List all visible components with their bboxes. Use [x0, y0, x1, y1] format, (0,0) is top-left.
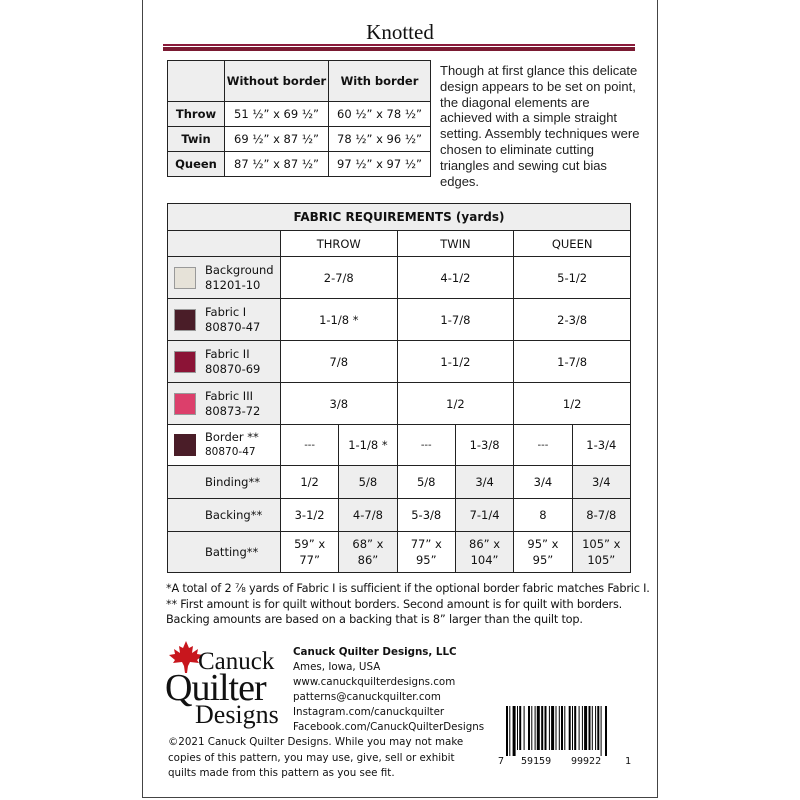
cell: 60 ½” x 78 ½”: [329, 102, 431, 127]
row-header: Twin: [168, 127, 225, 152]
cell: 3/4: [514, 466, 572, 499]
title-rule: [163, 44, 635, 46]
barcode-digit: 1: [625, 756, 632, 767]
fabric-name: Background: [205, 262, 274, 277]
cell: 8-7/8: [572, 499, 630, 532]
barcode-bars: [498, 706, 638, 756]
website-link[interactable]: www.canuckquilterdesigns.com: [293, 676, 456, 688]
fabric-code: 80873-72: [205, 403, 261, 418]
email-link[interactable]: patterns@canuckquilter.com: [293, 691, 441, 703]
table-row: [168, 152, 431, 177]
cell: 1-7/8: [397, 299, 514, 341]
cell: 77” x 95”: [397, 532, 455, 573]
cell: 1-3/4: [572, 425, 630, 466]
cell: 5-1/2: [514, 257, 631, 299]
cell: ---: [280, 425, 338, 466]
cell: 86” x 104”: [455, 532, 513, 573]
cell: 68” x 86”: [339, 532, 397, 573]
col-header: QUEEN: [514, 231, 631, 257]
pattern-title: Knotted: [366, 20, 434, 44]
barcode-digit: 7: [498, 756, 505, 767]
cell: 95” x 95”: [514, 532, 572, 573]
row-header: Binding**: [168, 466, 281, 499]
cell: 2-3/8: [514, 299, 631, 341]
table-row: [168, 383, 631, 425]
cell: 69 ½” x 87 ½”: [225, 127, 329, 152]
cell: 87 ½” x 87 ½”: [225, 152, 329, 177]
company-info: [293, 645, 484, 735]
table-row: [168, 425, 631, 466]
fabric-name: Fabric III: [205, 388, 253, 403]
fabric-code: 81201-10: [205, 277, 261, 292]
footnotes: [166, 581, 650, 628]
fabric-code: 80870-47: [205, 319, 261, 334]
corner-cell: [168, 231, 281, 257]
table-row: [168, 299, 631, 341]
barcode-digit: 99922: [571, 756, 602, 767]
cell: 5-3/8: [397, 499, 455, 532]
table-row: [168, 499, 631, 532]
cell: 105” x 105”: [572, 532, 630, 573]
cell: 51 ½” x 69 ½”: [225, 102, 329, 127]
cell: ---: [397, 425, 455, 466]
fabric-label: [168, 383, 281, 425]
logo-text: Quilter: [165, 667, 266, 709]
barcode: [498, 706, 638, 774]
table-row: [168, 127, 431, 152]
fabric-name: Border **: [205, 430, 259, 444]
cell: 1-3/8: [455, 425, 513, 466]
cell: 8: [514, 499, 572, 532]
col-header: With border: [329, 61, 431, 102]
cell: 1/2: [397, 383, 514, 425]
fabric-swatch: [174, 351, 196, 373]
fabric-requirements-table: [167, 203, 631, 573]
cell: 5/8: [397, 466, 455, 499]
fabric-label: [168, 341, 281, 383]
cell: 1-1/8 *: [280, 299, 397, 341]
cell: 7-1/4: [455, 499, 513, 532]
cell: 3/4: [572, 466, 630, 499]
fabric-label: [168, 257, 281, 299]
fabric-name: Fabric II: [205, 346, 250, 361]
cell: 7/8: [280, 341, 397, 383]
fabric-swatch: [174, 393, 196, 415]
company-name: Canuck Quilter Designs, LLC: [293, 646, 457, 658]
fabric-code: 80870-47: [205, 446, 256, 458]
quilt-sizes-table: [167, 60, 431, 177]
row-header: Backing**: [168, 499, 281, 532]
table-row: [168, 102, 431, 127]
table-row: [168, 466, 631, 499]
footnote: Backing amounts are based on a backing that is 8” larger than the quilt top.: [166, 613, 583, 626]
fabric-swatch: [174, 434, 196, 456]
cell: 1/2: [280, 466, 338, 499]
title-rule-thick: [163, 47, 635, 51]
barcode-digit: 59159: [521, 756, 552, 767]
fabric-table-title: FABRIC REQUIREMENTS (yards): [168, 204, 631, 231]
table-row: [168, 341, 631, 383]
company-logo: [165, 640, 290, 730]
cell: ---: [514, 425, 572, 466]
cell: 4-1/2: [397, 257, 514, 299]
cell: 5/8: [339, 466, 397, 499]
row-header: Queen: [168, 152, 225, 177]
logo-text: Canuck: [198, 648, 275, 675]
cell: 4-7/8: [339, 499, 397, 532]
cell: 1/2: [514, 383, 631, 425]
description: Though at first glance this delicate design appears to be set on point, the diagonal elements are achieved with a simple straight setting. Assembly techniques were chosen to eliminate cutting triangles and sewing cut bias edges.: [440, 63, 640, 189]
company-location: Ames, Iowa, USA: [293, 661, 381, 673]
cell: 2-7/8: [280, 257, 397, 299]
corner-cell: [168, 61, 225, 102]
cell: 3/4: [455, 466, 513, 499]
col-header: Without border: [225, 61, 329, 102]
cell: 1-7/8: [514, 341, 631, 383]
cell: 78 ½” x 96 ½”: [329, 127, 431, 152]
cell: 59” x 77”: [280, 532, 338, 573]
fabric-swatch: [174, 309, 196, 331]
footnote: ** First amount is for quilt without borders. Second amount is for quilt with borders.: [166, 597, 623, 611]
copyright: ©2021 Canuck Quilter Designs. While you may not make copies of this pattern, you may use, give, sell or exhibit quilts made from this pattern as you see fit.: [168, 736, 464, 779]
table-row: [168, 257, 631, 299]
col-header: THROW: [280, 231, 397, 257]
fabric-code: 80870-69: [205, 361, 261, 376]
cell: 3-1/2: [280, 499, 338, 532]
row-header: Throw: [168, 102, 225, 127]
fabric-swatch: [174, 267, 196, 289]
facebook-link[interactable]: Facebook.com/CanuckQuilterDesigns: [293, 721, 485, 733]
fabric-label: [168, 299, 281, 341]
cell: 1-1/2: [397, 341, 514, 383]
table-row: [168, 532, 631, 573]
logo-text: Designs: [195, 700, 279, 729]
cell: 97 ½” x 97 ½”: [329, 152, 431, 177]
footnote: *A total of 2 ⅞ yards of Fabric I is sufficient if the optional border fabric matches Fabric I.: [166, 582, 650, 595]
instagram-link[interactable]: Instagram.com/canuckquilter: [293, 706, 445, 718]
fabric-name: Fabric I: [205, 304, 247, 319]
cell: 1-1/8 *: [339, 425, 397, 466]
row-header: Batting**: [168, 532, 281, 573]
col-header: TWIN: [397, 231, 514, 257]
fabric-label: [168, 425, 281, 466]
cell: 3/8: [280, 383, 397, 425]
